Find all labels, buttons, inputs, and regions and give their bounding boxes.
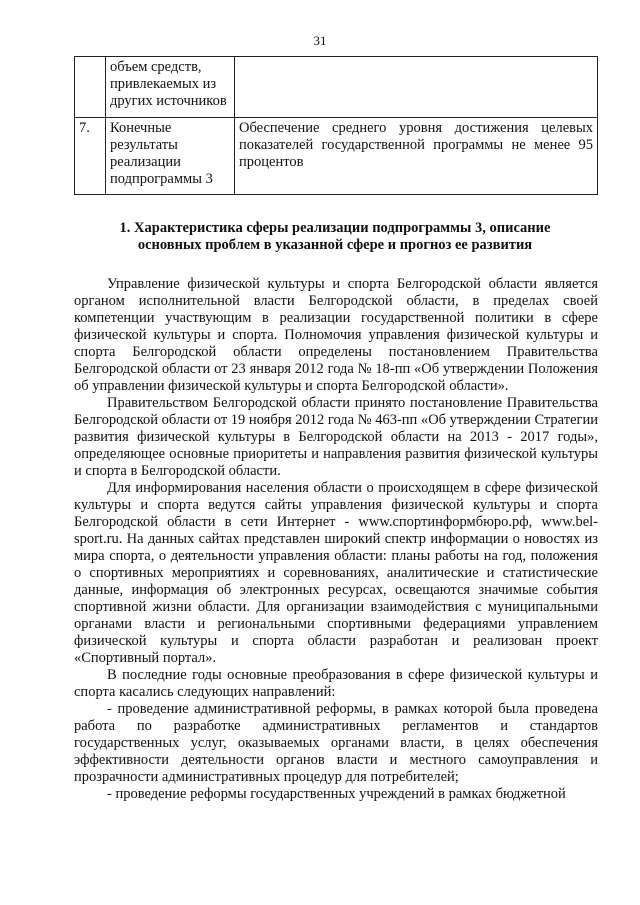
row-number-cell xyxy=(75,57,106,118)
paragraph: Управление физической культуры и спорта Белгородской области является органом исполнительной власти Белгородской области, в пределах своей компетенции участвующим в реализации государственной политики в сфере физической культуры и спорта. Полномочия управления физической культуры и спорта Белгородской области определены постановлением Правительства Белгородской области от 23 января 2012 года № 18-пп «Об утверждении Положения об управлении физической культуры и спорта Белгородской области». xyxy=(74,276,598,394)
section-body xyxy=(74,276,598,803)
passport-table xyxy=(74,56,598,195)
row-number-cell: 7. xyxy=(75,118,106,195)
table-row xyxy=(75,57,598,118)
row-value-cell xyxy=(235,57,598,118)
paragraph: Правительством Белгородской области принято постановление Правительства Белгородской области от 19 ноября 2012 года № 463-пп «Об утверждении Стратегии развития физической культуры в Белгородской области на 2013 - 2017 годы», определяющее основные приоритеты и направления развития физической культуры и спорта в Белгородской области. xyxy=(74,395,598,479)
paragraph: Для информирования населения области о происходящем в сфере физической культуры и спорта ведутся сайты управления физической культуры и спорта Белгородской области в сети Интернет - www.спортинформбюро.рф, www.bel-sport.ru. На данных сайтах представлен широкий спектр информации о новостях из мира спорта, о деятельности управления области: планы работы на год, положения о спортивных мероприятиях и соревнованиях, аналитические и статистические данные, информация об электронных ресурсах, освещаются значимые события спортивной жизни области. Для организации взаимодействия с муниципальными органами власти и региональными спортивными федерациями управлением физической культуры и спорта области разработан и реализован проект «Спортивный портал». xyxy=(74,480,598,666)
paragraph: В последние годы основные преобразования в сфере физической культуры и спорта касались следующих направлений: xyxy=(74,667,598,700)
paragraph: - проведение административной реформы, в рамках которой была проведена работа по разработке административных регламентов и стандартов государственных услуг, оказываемых органами власти, в целях обеспечения эффективности деятельности органов власти и местного самоуправления и прозрачности административных процедур для потребителей; xyxy=(74,701,598,785)
row-name-cell: объем средств, привлекаемых из других источников xyxy=(106,57,235,118)
row-value-cell: Обеспечение среднего уровня достижения целевых показателей государственной программы не менее 95 процентов xyxy=(235,118,598,195)
paragraph: - проведение реформы государственных учреждений в рамках бюджетной xyxy=(107,786,566,802)
page-number: 31 xyxy=(313,33,327,48)
table-row xyxy=(75,118,598,195)
row-name-cell: Конечные результаты реализации подпрограммы 3 xyxy=(106,118,235,195)
section-heading: 1. Характеристика сферы реализации подпрограммы 3, описание основных проблем в указанной сфере и прогноз ее развития xyxy=(119,220,551,253)
